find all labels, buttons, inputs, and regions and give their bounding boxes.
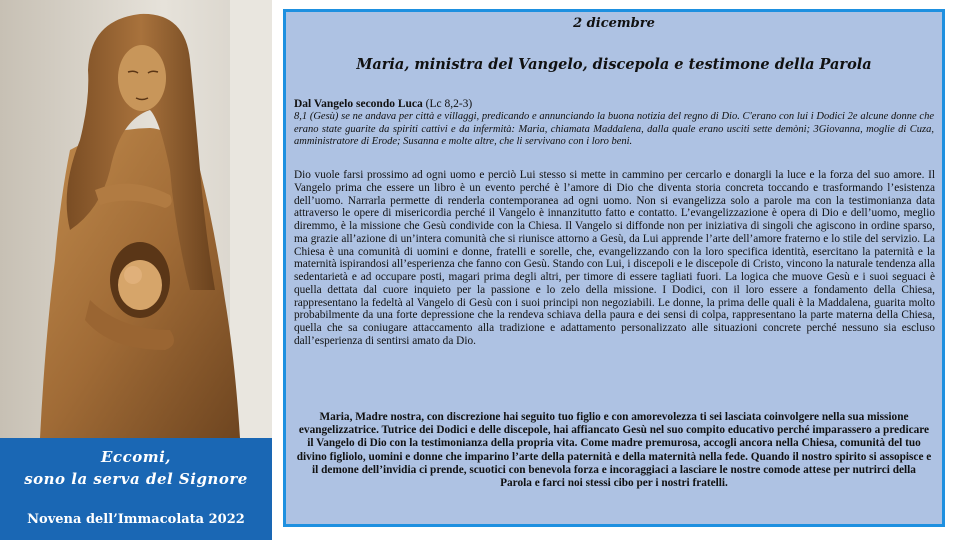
gospel-passage: 8,1 (Gesù) se ne andava per città e villaggi, predicando e annunciando la buona notizia del regno di Dio. C'erano con lui i Dodici 2e alcune donne che erano state guarite da spiriti cattivi e da infermità: Maria, chiamata Maddalena, dalla quale erano usciti sette demòni; 3Giovanna, moglie di Cuza, amministratore di Erode; Susanna e molte altre, che li servivano con i loro beni. [294,111,934,147]
madonna-statue-image [0,0,272,438]
caption-novena-title: Novena dell’Immacolata 2022 [27,512,245,527]
left-panel [0,0,272,540]
caption-line-serva: sono la serva del Signore [24,470,248,488]
gospel-reference: (Lc 8,2-3) [425,98,473,110]
reading-card [283,9,945,527]
caption-line-eccomi: Eccomi, [101,448,171,466]
date-heading: 2 dicembre [573,16,655,31]
gospel-source: Dal Vangelo secondo Luca [294,98,423,110]
novena-caption [0,438,272,540]
reflection-paragraph: Dio vuole farsi prossimo ad ogni uomo e perciò Lui stesso si mette in cammino per cercarlo e donargli la luce e la forza del suo amore. Il Vangelo prima che essere un libro è un evento perché è l’amore di Dio che diventa storia concreta toccando e trasformando l’esistenza dell’uomo. Narrarla permette di renderla contemporanea ad ogni uomo. Non si evangelizza solo a parole ma con la testimonianza data attraverso le opere di misericordia perché il Vangelo è innanzitutto fatto e contatto. L’evangelizzazione è opera di Dio e dell’uomo, meglio diremmo, è la missione che Gesù condivide con la Chiesa. Il Vangelo si diffonde non per iniziativa di singoli che agiscono in ordine sparso, ma grazie all’azione di un’intera comunità che si riunisce attorno a Gesù, da Lui apprende l’arte dell’amore fraterno e lo stile del servizio. La Chiesa è una comunità di uomini e donne, fratelli e sorelle, che, evangelizzando con la loro specifica identità, esercitano la paternità e la maternità ispirandosi all’esperienza che fanno con Gesù. Stando con Lui, i discepoli e le discepole di Cristo, vincono la naturale tendenza alla sedentarietà e ad occupare posti, magari prima degli altri, per timore di essere tagliati fuori. La logica che muove Gesù e i suoi seguaci è quella dettata dal cuore inquieto per la passione e lo zelo della missione. I Dodici, con il loro essere a fondamento della Chiesa, rappresentano la fedeltà al Vangelo di Gesù con i suoi principi non negoziabili. Le donne, la prima delle quali è la Maddalena, guarita molto probabilmente da una forte depressione che la rendeva schiava della paura e dei sensi di colpa, rappresentano la parte materna della Chiesa, quella che sa coniugare attaccamento alla tradizione e adattamento personalizzato alle situazioni concrete perché nessuno sia escluso dall’esperienza di sentirsi amato da Dio. [294,169,935,347]
prayer-paragraph: Maria, Madre nostra, con discrezione hai seguito tuo figlio e con amorevolezza ti sei lasciata coinvolgere nella sua missione evangelizzatrice. Tutrice dei Dodici e delle discepole, hai affiancato Gesù nel suo compito educativo perché imparassero a predicare il Vangelo di Dio con la testimonianza della propria vita. Come madre premurosa, accogli ancora nella Chiesa, comunità del tuo divino figliolo, uomini e donne che imparino l’arte della paternità e della maternità nella fede. Quando il nostro spirito si assopisce e il demone dell’invidia ci prende, scuotici con benevola forza e incoraggiaci a lasciare le nostre comode attese per nutrirci della Parola e farci noi stessi cibo per i nostri fratelli. [296,411,932,490]
page-title: Maria, ministra del Vangelo, discepola e testimone della Parola [356,56,872,73]
gospel-heading [294,98,472,110]
